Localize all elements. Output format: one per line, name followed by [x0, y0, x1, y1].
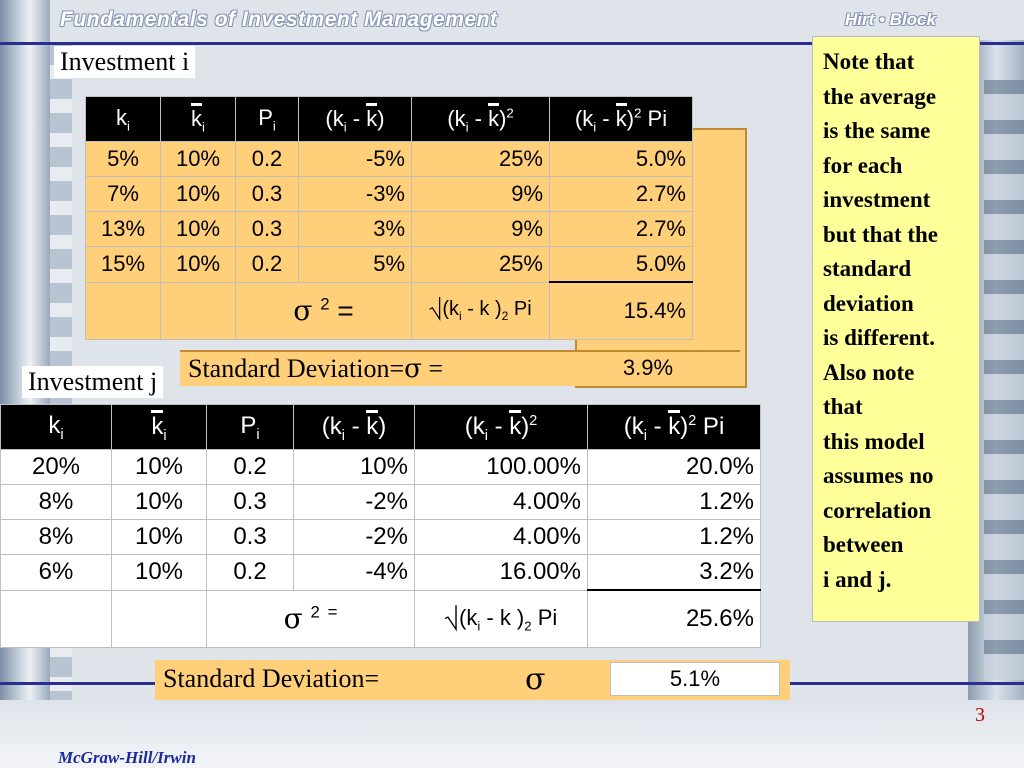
table-header-row	[86, 97, 693, 142]
cell: 1.2%	[588, 520, 761, 555]
cell: 0.3	[207, 485, 294, 520]
investment-i-std-dev	[180, 350, 740, 386]
cell: 5%	[299, 247, 412, 283]
slide-title: Fundamentals of Investment Management	[60, 8, 498, 31]
variance-value: 15.4%	[550, 282, 693, 340]
cell: 1.2%	[588, 485, 761, 520]
variance-symbol: σ $^2$ =	[207, 590, 415, 648]
cell: -3%	[299, 177, 412, 212]
publisher-label: McGraw-Hill/Irwin	[58, 748, 196, 767]
table-row	[86, 142, 693, 177]
radical-icon: ⎷	[429, 298, 443, 321]
cell	[86, 282, 161, 340]
cell: 16.00%	[415, 555, 588, 591]
investment-i-table	[85, 96, 693, 340]
page-number: 3	[975, 704, 985, 726]
note-line: the average	[823, 83, 937, 109]
note-line: standard	[823, 256, 912, 281]
cell: 0.3	[236, 177, 299, 212]
cell: 3%	[299, 212, 412, 247]
col-kbar: $k_i$	[112, 405, 207, 450]
cell: 8%	[1, 485, 112, 520]
cell	[1, 590, 112, 648]
cell: 25%	[412, 142, 550, 177]
cell: 2.7%	[550, 177, 693, 212]
col-p: $P_i$	[236, 97, 299, 142]
note-line: deviation	[823, 290, 914, 316]
table-row	[1, 520, 761, 555]
std-dev-value: 3.9%	[578, 352, 718, 384]
note-line: is different.	[823, 325, 936, 350]
investment-j-label: Investment j	[22, 366, 163, 398]
note-line: investment	[823, 187, 931, 212]
cell: 13%	[86, 212, 161, 247]
cell: 5%	[86, 142, 161, 177]
note-line: but that the	[823, 221, 939, 247]
std-dev-sigma: σ	[525, 662, 546, 697]
col-squared: $(k_i - k)^2$	[415, 405, 588, 450]
cell: 9%	[412, 177, 550, 212]
cell: 0.2	[236, 247, 299, 283]
variance-formula: $⎷(k_i$ - k )$_2$ Pi	[415, 590, 588, 648]
cell: -2%	[294, 520, 415, 555]
variance-symbol: σ $^2$ =	[236, 282, 412, 340]
slide-author: Hirt • Block	[845, 10, 936, 29]
cell: 2.7%	[550, 212, 693, 247]
cell: 0.3	[207, 520, 294, 555]
cell: 10%	[161, 247, 236, 283]
note-line: for each	[823, 152, 903, 178]
cell: 20.0%	[588, 450, 761, 485]
col-k: $k_i$	[1, 405, 112, 450]
variance-formula: $⎷(k_i$ - k )$_2$ Pi	[412, 282, 550, 340]
cell: 0.3	[236, 212, 299, 247]
std-dev-label: Standard Deviation=	[163, 664, 380, 693]
col-weighted: $(k_i - k)^2$ Pi	[550, 97, 693, 142]
cell: 4.00%	[415, 520, 588, 555]
col-squared: $(k_i - k)^2$	[412, 97, 550, 142]
cell: -2%	[294, 485, 415, 520]
col-deviation: $(k_i - k)$	[294, 405, 415, 450]
col-deviation: $(k_i - k)$	[299, 97, 412, 142]
cell: 10%	[294, 450, 415, 485]
investment-j-std-dev	[155, 660, 790, 700]
std-dev-value: 5.1%	[610, 662, 780, 696]
cell: 10%	[161, 212, 236, 247]
col-p: $P_i$	[207, 405, 294, 450]
cell: 15%	[86, 247, 161, 283]
variance-row	[1, 590, 761, 648]
note-line: this model	[823, 428, 925, 454]
note-line: between	[823, 532, 904, 557]
cell: 25%	[412, 247, 550, 283]
note-line: that	[823, 394, 863, 419]
cell	[161, 282, 236, 340]
std-dev-label: Standard Deviation=σ =	[188, 354, 444, 384]
table-row	[86, 212, 693, 247]
table-row	[1, 450, 761, 485]
cell: 100.00%	[415, 450, 588, 485]
col-kbar: $k_i$	[161, 97, 236, 142]
cell: -5%	[299, 142, 412, 177]
cell	[112, 590, 207, 648]
cell: 10%	[161, 142, 236, 177]
table-row	[1, 555, 761, 591]
variance-value: 25.6%	[588, 590, 761, 648]
note-line: correlation	[823, 497, 932, 523]
cell: 3.2%	[588, 555, 761, 591]
cell: 10%	[161, 177, 236, 212]
cell: 10%	[112, 520, 207, 555]
investment-j-table	[0, 404, 761, 648]
investment-i-label: Investment i	[54, 46, 195, 78]
note-box	[812, 36, 980, 622]
cell: 10%	[112, 555, 207, 591]
table-row	[86, 177, 693, 212]
cell: 5.0%	[550, 247, 693, 283]
cell: 0.2	[207, 555, 294, 591]
cell: 0.2	[207, 450, 294, 485]
cell: 6%	[1, 555, 112, 591]
cell: 8%	[1, 520, 112, 555]
cell: 10%	[112, 450, 207, 485]
note-line: Also note	[823, 359, 915, 385]
note-line: assumes no	[823, 463, 934, 488]
cell: 7%	[86, 177, 161, 212]
col-k: $k_i$	[86, 97, 161, 142]
table-row	[86, 247, 693, 283]
cell: -4%	[294, 555, 415, 591]
cell: 5.0%	[550, 142, 693, 177]
note-line: is the same	[823, 118, 931, 143]
background-right-pattern	[984, 80, 1024, 680]
cell: 20%	[1, 450, 112, 485]
col-weighted: $(k_i - k)^2$ Pi	[588, 405, 761, 450]
variance-row	[86, 282, 693, 340]
note-line: Note that	[823, 49, 915, 74]
cell: 10%	[112, 485, 207, 520]
table-header-row	[1, 405, 761, 450]
cell: 0.2	[236, 142, 299, 177]
table-row	[1, 485, 761, 520]
cell: 9%	[412, 212, 550, 247]
radical-icon: ⎷	[444, 604, 459, 630]
note-line: i and j.	[823, 566, 892, 592]
cell: 4.00%	[415, 485, 588, 520]
